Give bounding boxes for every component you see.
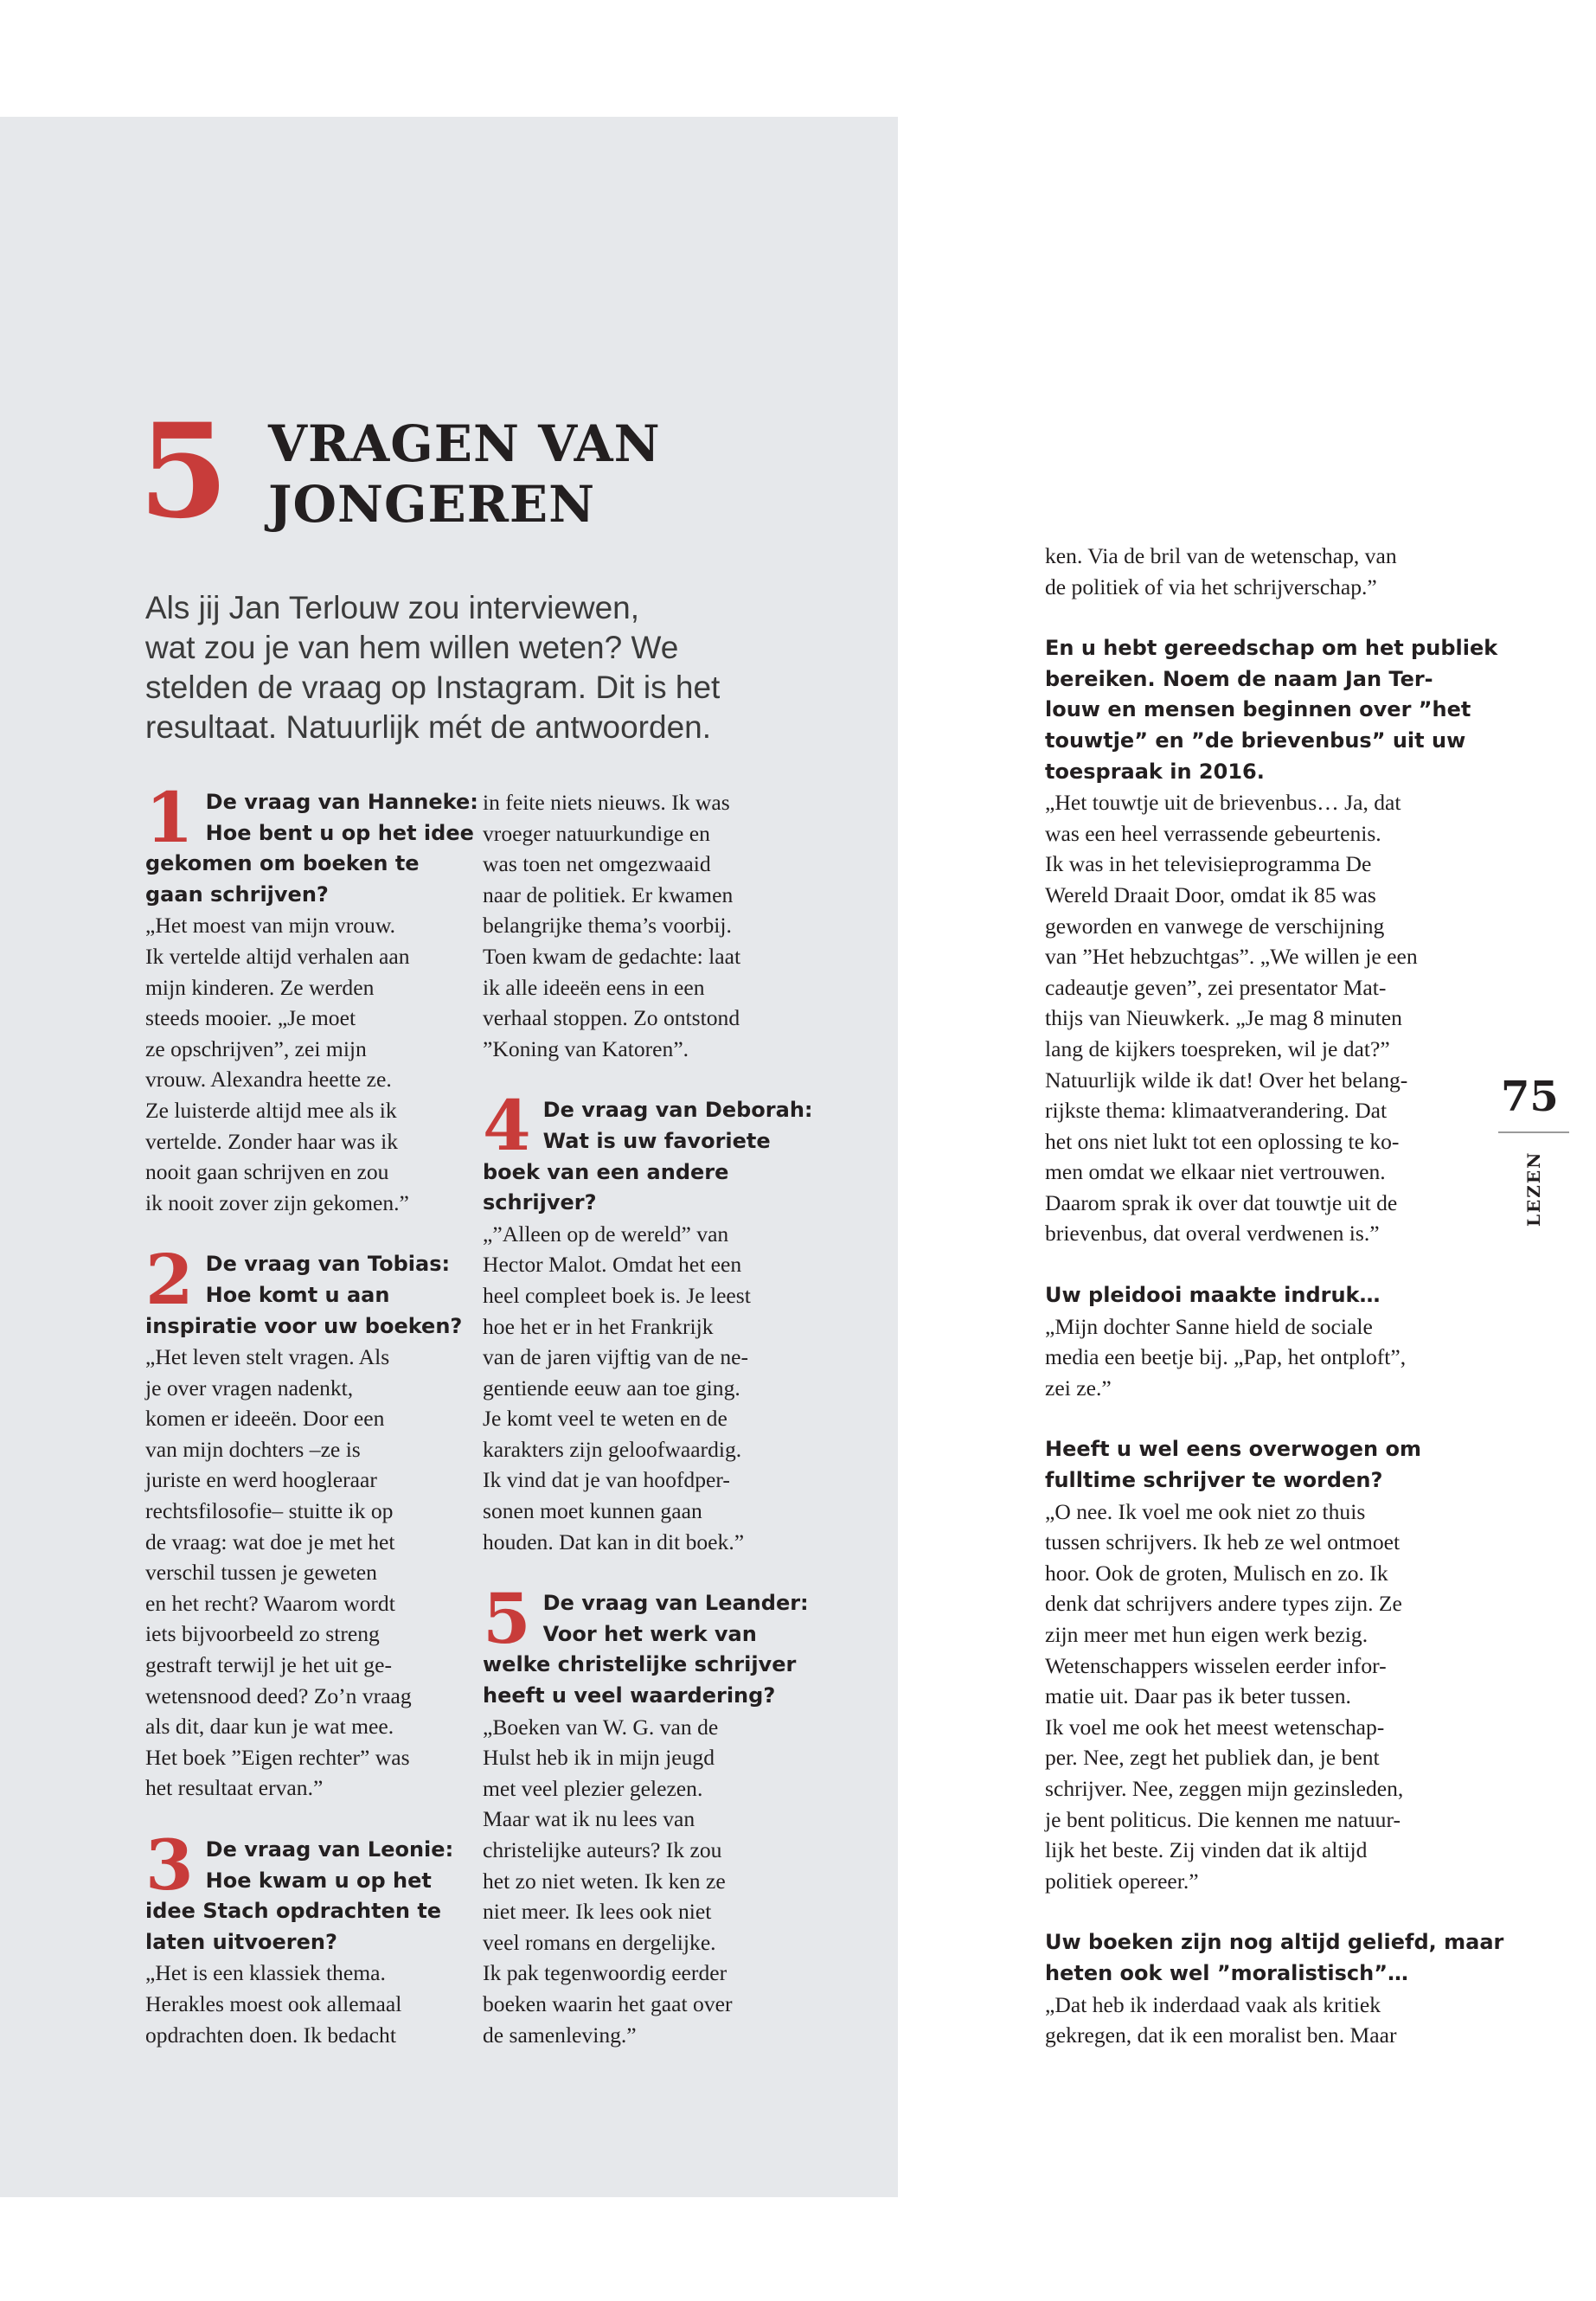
question-block-1	[145, 777, 478, 1218]
answer-continuation: in feite niets nieuws. Ik was vroeger natuurkundige en was toen net omgezwaaid naar de politiek. Er kwamen belangrijke thema’s voorbij. Toen kwam de gedachte: laat ik alle ideeën eens in een verhaal stoppen. Zo ontstond ”Koning van Katoren”.	[483, 790, 741, 1061]
section-label-text: LEZEN	[1523, 1150, 1544, 1227]
title-number: 5	[138, 395, 229, 548]
interview-question: Uw boeken zijn nog altijd geliefd, maar heten ook wel ”moralistisch”…	[1045, 1930, 1504, 1985]
answer-text: „Het is een klassiek thema. Herakles moest ook allemaal opdrachten doen. Ik bedacht	[145, 1960, 402, 2048]
answer-text: „”Alleen op de wereld” van Hector Malot. Omdat het een heel compleet boek is. Je leest hoe het er in het Frankrijk van de jaren vijftig van de ne- gentiende eeuw aan toe ging. Je komt veel te weten en de karakters zijn geloofwaardig. Ik vind dat je van hoofdper- sonen moet kunnen gaan houden. Dat kan in dit boek.”	[483, 1221, 751, 1554]
interview-answer: „Mijn dochter Sanne hield de sociale media een beetje bij. „Pap, het ontploft”, zei ze.”	[1045, 1313, 1407, 1400]
interview-question: Heeft u wel eens overwogen om fulltime schrijver te worden?	[1045, 1437, 1421, 1493]
question-heading: De vraag van Tobias: Hoe komt u aan inspiratie voor uw boeken?	[145, 1252, 463, 1338]
question-block-2	[145, 1239, 463, 1804]
intro-text	[145, 588, 855, 747]
title-line: VRAGEN VAN	[268, 414, 661, 473]
title-line: JONGEREN	[268, 475, 596, 534]
interview-section	[1045, 1280, 1477, 1403]
question-block-3	[145, 1824, 457, 2050]
page-number: 75	[1501, 1073, 1559, 1121]
interview-question: Uw pleidooi maakte indruk…	[1045, 1283, 1381, 1308]
answer-text: „Het leven stelt vragen. Als je over vragen nadenkt, komen er ideeën. Door een van mijn dochters –ze is juriste en werd hoogleraar rechtsfilosofie– stuitte ik op de vraag: wat doe je met het verschil tussen je geweten en het recht? Waarom wordt iets bijvoorbeeld zo streng gestraft terwijl je het uit ge- wetensnood deed? Zo’n vraag als dit, daar kun je wat mee. Het boek ”Eigen rechter” was het resultaat ervan.”	[145, 1344, 412, 1801]
question-block-4	[483, 1085, 813, 1557]
interview-section	[1045, 633, 1498, 1249]
question-number: 3	[145, 1824, 194, 1906]
question-number: 5	[483, 1578, 531, 1660]
interview-question: En u hebt gereedschap om het publiek bereiken. Noem de naam Jan Ter- louw en mensen beginnen over ”het touwtje” en ”de brievenbus” uit uw toespraak in 2016.	[1045, 636, 1498, 784]
article-column-2	[483, 787, 813, 2050]
section-label	[1520, 1150, 1548, 1228]
intro-line: resultaat. Natuurlijk mét de antwoorden.	[145, 709, 712, 745]
answer-text: „Het moest van mijn vrouw. Ik vertelde altijd verhalen aan mijn kinderen. Ze werden steeds mooier. „Je moet ze opschrijven”, zei mijn vrouw. Alexandra heette ze. Ze luisterde altijd mee als ik vertelde. Zonder haar was ik nooit gaan schrijven en zou ik nooit zover zijn gekomen.”	[145, 913, 410, 1215]
answer-continuation: ken. Via de bril van de wetenschap, van de politiek of via het schrijverschap.”	[1045, 543, 1397, 599]
question-heading: De vraag van Leonie: Hoe kwam u op het idee Stach opdrachten te laten uitvoeren?	[145, 1837, 454, 1954]
interview-answer: „Dat heb ik inderdaad vaak als kritiek gekregen, dat ik een moralist ben. Maar	[1045, 1991, 1397, 2048]
page-number-rule	[1498, 1131, 1569, 1133]
intro-line: Als jij Jan Terlouw zou interviewen,	[145, 590, 640, 625]
intro-line: wat zou je van hem willen weten? We	[145, 630, 679, 665]
question-number: 1	[145, 777, 194, 858]
interview-answer: „Het touwtje uit de brievenbus… Ja, dat was een heel verrassende gebeurtenis. Ik was in het televisieprogramma De Wereld Draait Door, omdat ik 85 was geworden en vanwege de verschijning van ”Het hebzuchtgas”. „We willen je een cadeautje geven”, zei presentator Mat- thijs van Nieuwkerk. „Je mag 8 minuten lang de kijkers toespreken, wil je dat?” Natuurlijk wilde ik dat! Over het belang- rijkste thema: klimaatverandering. Dat het ons niet lukt tot een oplossing te ko- men omdat we elkaar niet vertrouwen. Daarom sprak ik over dat touwtje uit de brievenbus, dat overal verdwenen is.”	[1045, 790, 1418, 1247]
question-heading: De vraag van Leander: Voor het werk van welke christelijke schrijver heeft u veel waardering?	[483, 1591, 809, 1708]
interview-section	[1045, 1927, 1504, 2050]
interview-section	[1045, 1434, 1477, 1896]
question-block-5	[483, 1578, 809, 2050]
question-heading: De vraag van Hanneke: Hoe bent u op het idee gekomen om boeken te gaan schrijven?	[145, 790, 478, 907]
article-column-3	[1045, 541, 1504, 2051]
answer-text: „Boeken van W. G. van de Hulst heb ik in mijn jeugd met veel plezier gelezen. Maar wat ik nu lees van christelijke auteurs? Ik zou het zo niet weten. Ik ken ze niet meer. Ik lees ook niet veel romans en dergelijke. Ik pak tegenwoordig eerder boeken waarin het gaat over de samenleving.”	[483, 1714, 733, 2048]
question-heading: De vraag van Deborah: Wat is uw favoriete boek van een andere schrijver?	[483, 1098, 813, 1215]
interview-answer: „O nee. Ik voel me ook niet zo thuis tussen schrijvers. Ik heb ze wel ontmoet hoor. Ook de groten, Mulisch en zo. Ik denk dat schrijvers andere types zijn. Ze zijn meer met hun eigen werk bezig. Wetenschappers wisselen eerder infor- matie uit. Daar pas ik beter tussen. Ik voel me ook het meest wetenschap- per. Nee, zegt het publiek dan, je bent schrijver. Nee, zeggen mijn gezinsleden, je bent politicus. Die kennen me natuur- lijk het beste. Zij vinden dat ik altijd politiek opereer.”	[1045, 1498, 1404, 1894]
page-title	[268, 413, 661, 535]
article-column-1	[145, 777, 478, 2050]
intro-line: stelden de vraag op Instagram. Dit is het	[145, 670, 721, 705]
question-number: 2	[145, 1239, 194, 1321]
question-number: 4	[483, 1085, 531, 1167]
